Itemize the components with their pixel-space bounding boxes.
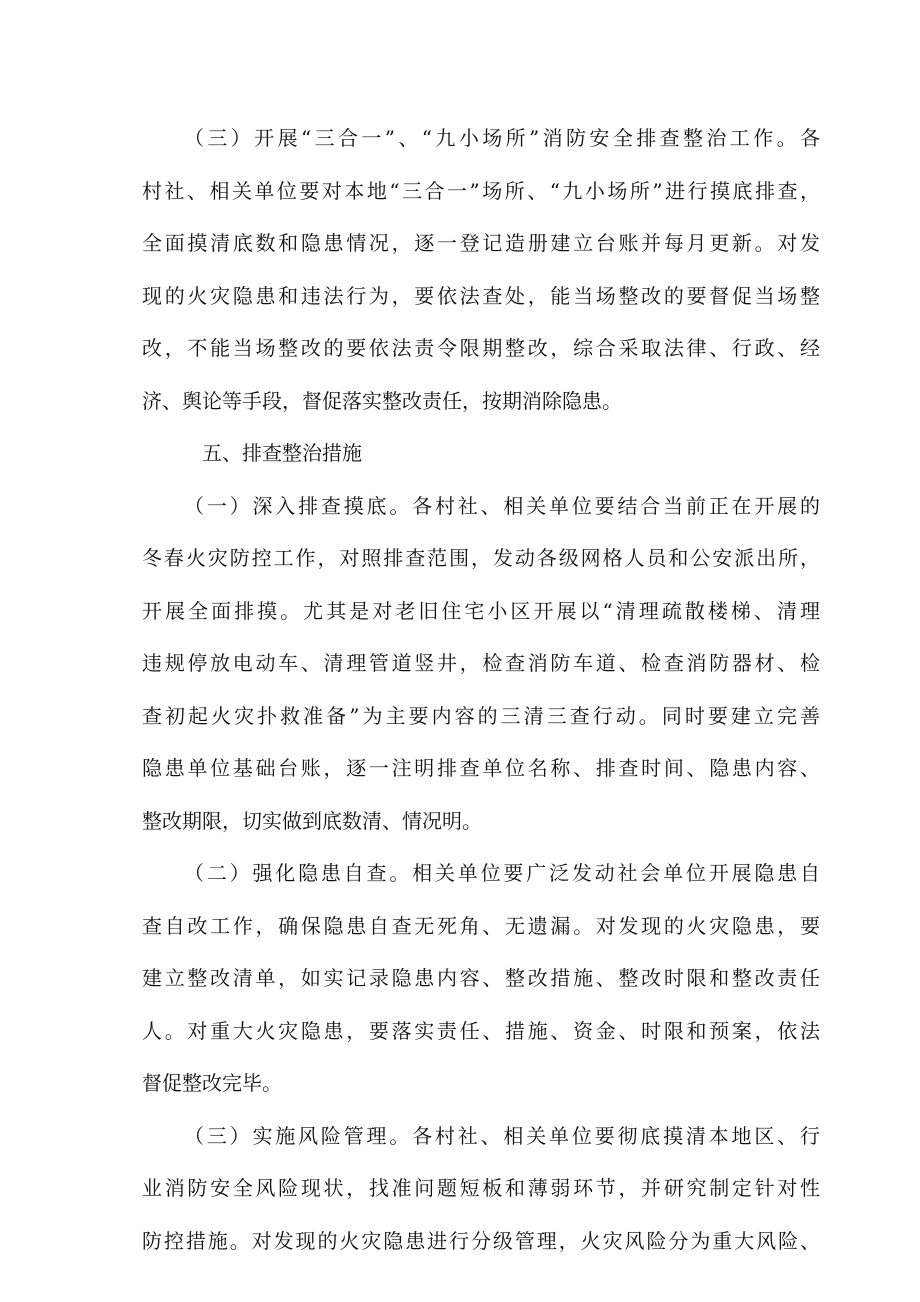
text-line: 防控措施。对发现的火灾隐患进行分级管理，火灾风险分为重大风险、 (142, 1228, 820, 1253)
text-line: 业消防安全风险现状，找准问题短板和薄弱环节，并研究制定针对性 (142, 1176, 820, 1200)
text-line: 全面摸清底数和隐患情况，逐一登记造册建立台账并每月更新。对发 (142, 231, 820, 255)
text-line: 隐患单位基础台账，逐一注明排查单位名称、排查时间、隐患内容、 (142, 756, 820, 780)
text-line: （二）强化隐患自查。相关单位要广泛发动社会单位开展隐患自 (184, 861, 820, 885)
text-line: （三）开展“三合一”、“九小场所”消防安全排查整治工作。各 (184, 126, 820, 150)
text-line: 建立整改清单，如实记录隐患内容、整改措施、整改时限和整改责任 (142, 966, 820, 990)
text-line: 改，不能当场整改的要依法责令限期整改，综合采取法律、行政、经 (142, 336, 820, 360)
text-line: 违规停放电动车、清理管道竖井，检查消防车道、检查消防器材、检 (142, 651, 820, 675)
text-line: 村社、相关单位要对本地“三合一”场所、“九小场所”进行摸底排查， (142, 178, 820, 203)
text-line: 整改期限，切实做到底数清、情况明。 (142, 808, 482, 833)
text-line: 冬春火灾防控工作，对照排查范围，发动各级网格人员和公安派出所， (142, 546, 820, 570)
text-line: 查初起火灾扑救准备”为主要内容的三清三查行动。同时要建立完善 (142, 703, 820, 728)
section-heading: 五、排查整治措施 (202, 441, 362, 465)
text-line: 督促整改完毕。 (142, 1071, 282, 1095)
text-line: 查自改工作，确保隐患自查无死角、无遗漏。对发现的火灾隐患，要 (142, 913, 820, 938)
text-line: （三）实施风险管理。各村社、相关单位要彻底摸清本地区、行 (184, 1123, 820, 1148)
text-line: 现的火灾隐患和违法行为，要依法查处，能当场整改的要督促当场整 (142, 283, 820, 308)
text-line: 开展全面排摸。尤其是对老旧住宅小区开展以“清理疏散楼梯、清理 (142, 598, 820, 623)
text-line: 济、舆论等手段，督促落实整改责任，按期消除隐患。 (142, 388, 622, 413)
text-line: 人。对重大火灾隐患，要落实责任、措施、资金、时限和预案，依法 (142, 1018, 820, 1043)
text-line: （一）深入排查摸底。各村社、相关单位要结合当前正在开展的 (184, 493, 820, 518)
